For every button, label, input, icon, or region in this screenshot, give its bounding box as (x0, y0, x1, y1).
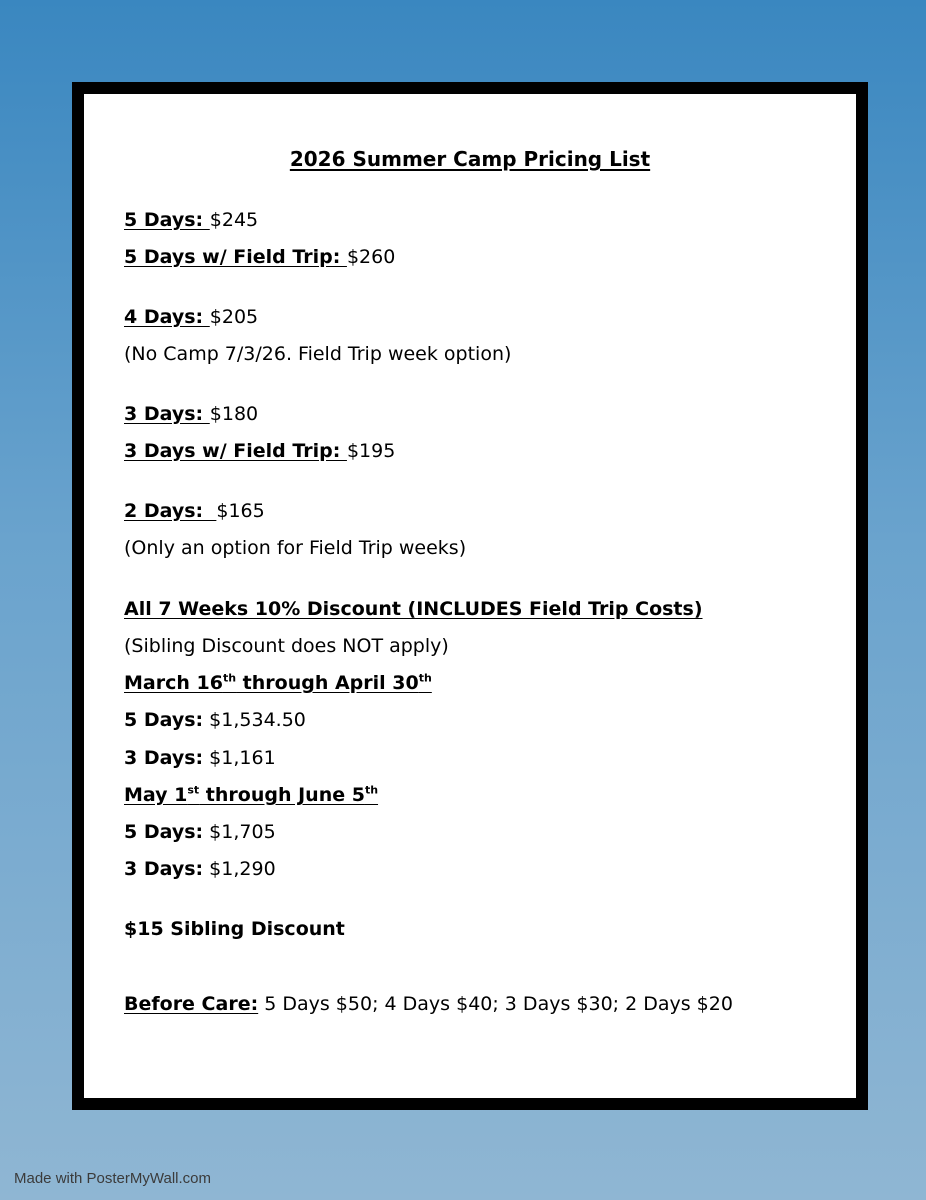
period-start-sup: st (187, 783, 200, 797)
price-3-days (124, 402, 258, 426)
price-label: 5 Days: (124, 209, 210, 231)
period-start: May 1 (124, 784, 188, 806)
price-label: 4 Days: (124, 306, 210, 328)
price-label: 3 Days: (124, 747, 204, 769)
price-label: 3 Days w/ Field Trip: (124, 440, 347, 462)
period-2-5-days (124, 820, 276, 844)
price-value: $180 (209, 403, 259, 425)
before-care (124, 992, 733, 1016)
before-care-label: Before Care: (124, 993, 259, 1015)
period-end-sup: th (364, 783, 379, 797)
price-3-days-field-trip (124, 439, 395, 463)
pricing-poster (72, 82, 868, 1110)
discount-note: (Sibling Discount does NOT apply) (124, 635, 449, 657)
period-middle: through April 30 (236, 672, 419, 694)
period-2-heading (124, 783, 378, 807)
price-value: $165 (216, 500, 265, 522)
period-2-3-days (124, 857, 276, 881)
price-label: 3 Days: (124, 858, 204, 880)
before-care-value: 5 Days $50; 4 Days $40; 3 Days $30; 2 Days $20 (258, 993, 733, 1015)
period-middle: through June 5 (199, 784, 365, 806)
price-2-days-note: (Only an option for Field Trip weeks) (124, 537, 467, 559)
price-value: $245 (209, 209, 259, 231)
postermywall-credit: Made with PosterMyWall.com (14, 1170, 211, 1187)
price-2-days (124, 499, 265, 523)
period-1-5-days (124, 708, 306, 732)
price-value: $1,290 (203, 858, 276, 880)
price-4-days (124, 305, 258, 329)
discount-heading: All 7 Weeks 10% Discount (INCLUDES Field Trip Costs) (124, 598, 703, 620)
price-5-days (124, 208, 258, 232)
price-value: $1,161 (203, 747, 276, 769)
period-end-sup: th (418, 671, 432, 685)
price-label: 5 Days: (124, 821, 204, 843)
price-value: $1,534.50 (203, 709, 306, 731)
sibling-discount: $15 Sibling Discount (124, 918, 345, 940)
period-start: March 16 (124, 672, 223, 694)
price-label: 5 Days w/ Field Trip: (124, 246, 347, 268)
price-label: 2 Days: (124, 500, 217, 522)
price-label: 5 Days: (124, 709, 204, 731)
price-value: $260 (346, 246, 396, 268)
period-1-3-days (124, 746, 276, 770)
price-value: $1,705 (203, 821, 276, 843)
period-start-sup: th (222, 671, 237, 685)
period-1-heading (124, 671, 432, 695)
price-label: 3 Days: (124, 403, 210, 425)
poster-title: 2026 Summer Camp Pricing List (289, 147, 651, 171)
price-5-days-field-trip (124, 245, 395, 269)
price-value: $195 (346, 440, 396, 462)
price-value: $205 (209, 306, 259, 328)
price-4-days-note: (No Camp 7/3/26. Field Trip week option) (124, 343, 512, 365)
